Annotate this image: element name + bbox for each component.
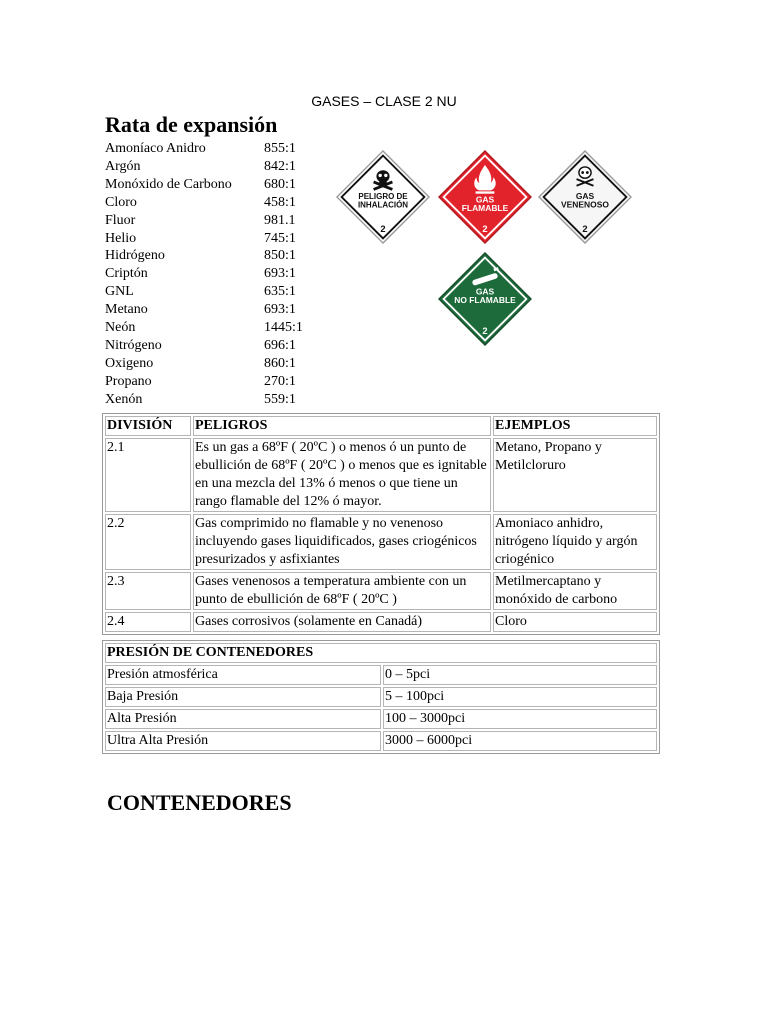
gas-name: Argón [105, 158, 141, 174]
nonflammable-gas-placard [438, 252, 532, 346]
placard-label: FLAMABLE [461, 203, 509, 214]
pressure-table-title: PRESIÓN DE CONTENEDORES [105, 643, 657, 663]
gas-name: Hidrógeno [105, 248, 165, 264]
placard-label: NO FLAMABLE [454, 294, 516, 305]
pressure-value-cell: 0 – 5pci [383, 665, 657, 685]
gas-ratio: 696:1 [264, 337, 296, 353]
placard-class-number: 2 [482, 324, 488, 336]
table-row [105, 687, 657, 707]
hazards-cell: Gases corrosivos (solamente en Canadá) [193, 612, 491, 632]
placard-label: GAS [475, 194, 495, 205]
table-header-row [105, 416, 657, 436]
gas-ratio: 850:1 [264, 248, 296, 264]
gas-ratio: 270:1 [264, 373, 296, 389]
division-cell: 2.2 [105, 514, 191, 570]
examples-cell: Metano, Propano y Metilcloruro [493, 438, 657, 512]
placard-label: INHALACIÓN [357, 200, 409, 210]
gas-name: Monóxido de Carbono [105, 176, 232, 192]
table-row [105, 438, 657, 512]
examples-cell: Amoniaco anhidro, nitrógeno líquido y argón criogénico [493, 514, 657, 570]
pressure-label-cell: Alta Presión [105, 709, 381, 729]
gas-name: GNL [105, 284, 134, 300]
column-header: EJEMPLOS [493, 416, 657, 436]
examples-cell: Metilmercaptano y monóxido de carbono [493, 572, 657, 610]
gas-ratio: 559:1 [264, 391, 296, 407]
table-row [105, 709, 657, 729]
gas-ratio: 860:1 [264, 355, 296, 371]
gas-ratio: 458:1 [264, 194, 296, 210]
expansion-row [105, 355, 324, 373]
expansion-row [105, 373, 324, 391]
expansion-row [105, 140, 324, 158]
gas-name: Fluor [105, 212, 136, 228]
table-header-row [105, 643, 657, 663]
examples-cell: Cloro [493, 612, 657, 632]
gas-ratio: 693:1 [264, 266, 296, 282]
expansion-row [105, 283, 324, 301]
division-cell: 2.4 [105, 612, 191, 632]
division-cell: 2.1 [105, 438, 191, 512]
expansion-row [105, 265, 324, 283]
gas-ratio: 693:1 [264, 302, 296, 318]
gas-ratio: 635:1 [264, 284, 296, 300]
table-row [105, 731, 657, 751]
gas-name: Helio [105, 230, 137, 246]
hazards-cell: Es un gas a 68ºF ( 20ºC ) o menos ó un punto de ebullición de 68ºF ( 20ºC ) o menos que es ignitable en una mezcla del 13% ó menos o que tiene un rango flamable del 12% ó mayor. [193, 438, 491, 512]
pressure-label-cell: Baja Presión [105, 687, 381, 707]
gas-name: Xenón [105, 391, 143, 407]
column-header: DIVISIÓN [105, 416, 191, 436]
gas-ratio: 855:1 [264, 141, 296, 156]
gas-ratio: 680:1 [264, 176, 296, 192]
flammable-gas-placard [438, 150, 532, 244]
table-row [105, 572, 657, 610]
pressure-value-cell: 5 – 100pci [383, 687, 657, 707]
pressure-label-cell: Ultra Alta Presión [105, 731, 381, 751]
hazards-cell: Gases venenosos a temperatura ambiente con un punto de ebullición de 68ºF ( 20ºC ) [193, 572, 491, 610]
gas-name: Metano [105, 302, 148, 318]
expansion-row [105, 301, 324, 319]
expansion-title: Rata de expansión [105, 112, 278, 137]
placard-class-number: 2 [582, 222, 588, 234]
gas-ratio: 842:1 [264, 158, 296, 174]
gas-ratio: 1445:1 [264, 320, 303, 336]
expansion-row [105, 337, 324, 355]
containers-title: CONTENEDORES [107, 790, 292, 815]
expansion-row [105, 247, 324, 265]
column-header: PELIGROS [193, 416, 491, 436]
gas-name: Nitrógeno [105, 337, 162, 353]
gas-name: Oxigeno [105, 355, 154, 371]
placard-label: VENENOSO [561, 199, 609, 210]
expansion-row [105, 319, 324, 337]
expansion-row [105, 176, 324, 194]
gas-name: Amoníaco Anidro [105, 141, 206, 156]
table-row [105, 514, 657, 570]
document-header: GASES – CLASE 2 NU [311, 93, 457, 109]
pressure-value-cell: 100 – 3000pci [383, 709, 657, 729]
placard-class-number: 2 [380, 222, 386, 234]
hazards-cell: Gas comprimido no flamable y no venenoso incluyendo gases liquidificados, gases criogénicos presurizados y asfixiantes [193, 514, 491, 570]
expansion-list [105, 140, 324, 409]
table-row [105, 665, 657, 685]
placard-label: GAS [575, 190, 595, 201]
gas-name: Criptón [105, 266, 148, 282]
placard-label: PELIGRO DE [358, 191, 408, 201]
pressure-label-cell: Presión atmosférica [105, 665, 381, 685]
pressure-table [102, 640, 660, 754]
inhalation-hazard-placard [336, 150, 430, 244]
gas-ratio: 981.1 [264, 212, 296, 228]
placard-label: GAS [475, 286, 495, 297]
expansion-row [105, 158, 324, 176]
poison-gas-placard [538, 150, 632, 244]
gas-name: Cloro [105, 194, 137, 210]
expansion-row [105, 230, 324, 248]
pressure-value-cell: 3000 – 6000pci [383, 731, 657, 751]
division-cell: 2.3 [105, 572, 191, 610]
placard-class-number: 2 [482, 222, 488, 234]
table-row [105, 612, 657, 632]
gas-name: Neón [105, 320, 136, 336]
gas-ratio: 745:1 [264, 230, 296, 246]
gas-name: Propano [105, 373, 152, 389]
expansion-row [105, 391, 324, 409]
division-table [102, 413, 660, 635]
expansion-row [105, 194, 324, 212]
expansion-row [105, 212, 324, 230]
